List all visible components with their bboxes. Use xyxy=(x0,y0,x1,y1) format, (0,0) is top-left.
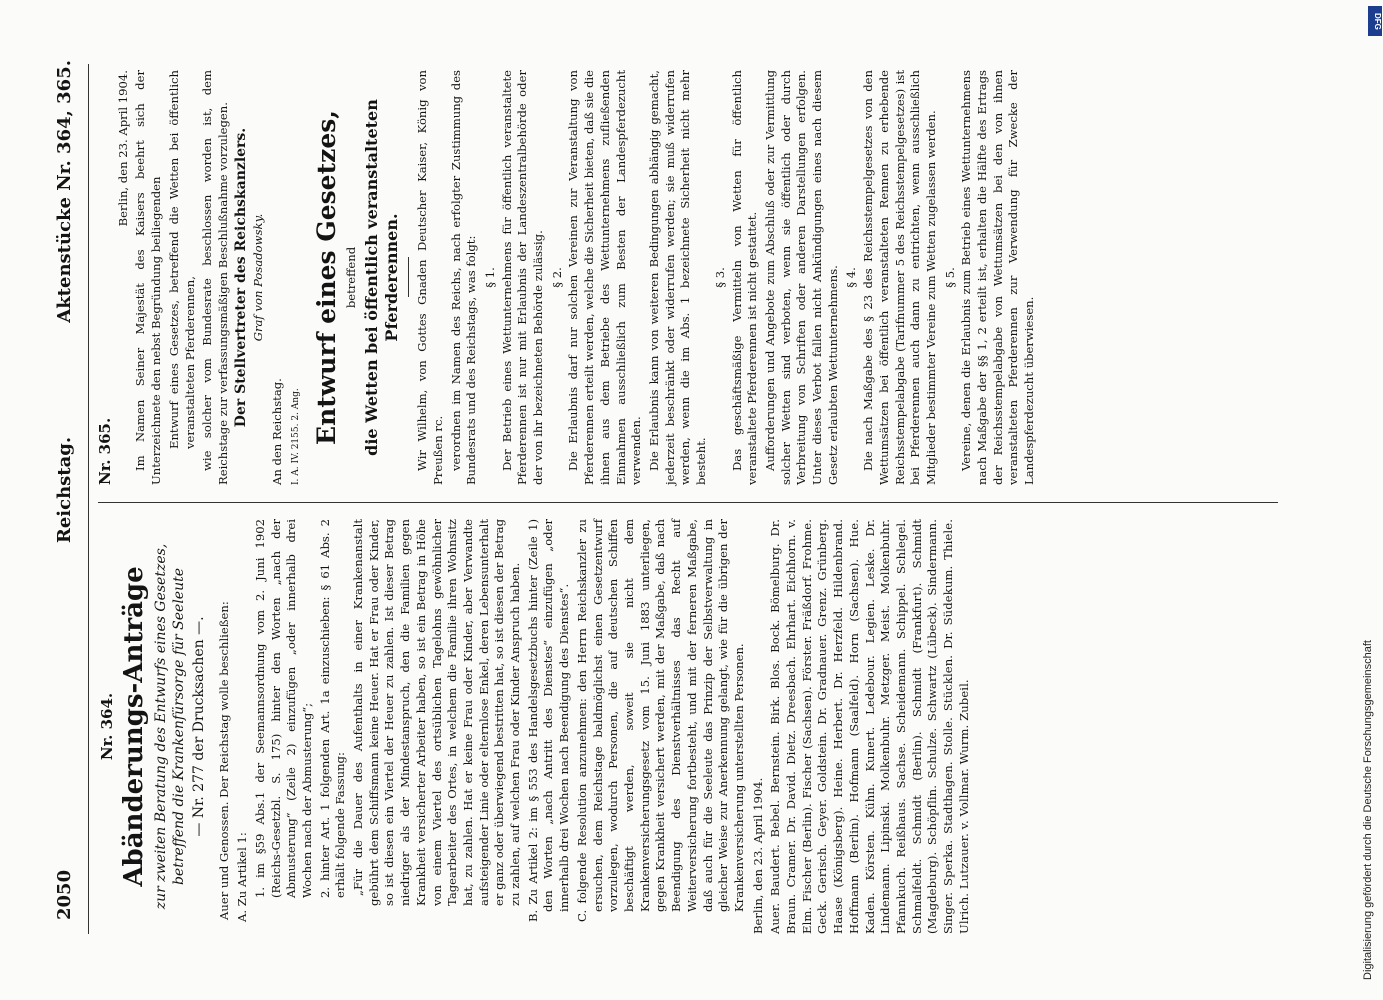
section-a1: 1. im §59 Abs.1 der Seemannsordnung vom 2. Juni 1902 (Reichs-Gesetzbl. S. 175) hinter den Worten „nach der Abmusterung“ (Zeile 2) einzufügen „oder innerhalb drei Wochen nach der Abmusterung“; xyxy=(252,519,314,898)
dfg-logo: DFG xyxy=(1368,6,1382,36)
section-1-text: Der Betrieb eines Wettunternehmens für öffentlich veranstaltete Pferderennen ist nur mit Erlaubnis der Landeszentralbehörde oder der von ihr bezeichneten Behörde zulässig. xyxy=(499,70,546,485)
paragraph-2: wie solcher vom Bundesrate beschlossen worden ist, dem Reichstage zur verfassungsmäßigen Beschlußnahme vorzulegen. xyxy=(200,70,230,485)
verordnen: verordnen im Namen des Reichs, nach erfolgter Zustimmung des Bundesrats und des Reichstags, was folgt: xyxy=(448,70,479,485)
addressee: An den Reichstag. xyxy=(270,378,285,485)
section-2-heading: § 2. xyxy=(549,267,564,288)
section-5-text: Vereine, denen die Erlaubnis zum Betrieb eines Wettunternehmens nach Maßgabe der §§ 1, 2 erteilt ist, erhalten die Hälfte des Ertrags der Reichsstempelabgabe von Wettumsätzen bei den von ihnen veranstalteten Pferderennen zur Verwendung für Zwecke der Landespferdezucht überwiesen. xyxy=(959,70,1037,485)
date-364: Berlin, den 23. April 1904. xyxy=(750,777,765,934)
section-2-text-2: Die Erlaubnis kann von weiteren Bedingungen abhängig gemacht, jederzeit beschränkt oder widerrufen werden; sie muß widerrufen werden, wenn die im Abs. 1 bezeichnete Sicherheit nicht mehr besteht. xyxy=(646,70,709,485)
wir-wilhelm: Wir Wilhelm, von Gottes Gnaden Deutscher Kaiser, König von Preußen rc. xyxy=(415,70,445,485)
doc-number-364: Nr. 364. xyxy=(98,692,116,761)
header-center: Reichstag. xyxy=(54,436,75,544)
section-1-heading: § 1. xyxy=(482,267,497,288)
section-3-text-2: Aufforderungen und Angebote zum Abschluß oder zur Vermittlung solcher Wetten sind verboten, wenn sie öffentlich oder durch Verbreitung von Schriften oder anderen Darstellungen erfolgen. Unter dieses Verbot fallen nicht Ankündigungen eines nach diesem Gesetz erlaubten Wettunternehmens. xyxy=(762,70,840,485)
right-column xyxy=(98,70,1338,485)
subtitle-364: zur zweiten Beratung des Entwurfs eines Gesetzes, betreffend die Krankenfürsorge für Seeleute xyxy=(152,543,187,910)
digitization-text: Digitalisierung gefördert durch die Deutsche Forschungsgemeinschaft xyxy=(1362,640,1374,980)
quoted-text: „Für die Dauer des Aufenthalts in einer Krankenanstalt gebührt dem Schiffsmann keine Heuer. Hat er Frau oder Kinder, so ist diesen ein Viertel der Heuer zu zahlen. Ist dieser Betrag niedriger als der Mindestanspruch, den die Familien gegen Krankheit versicherter Arbeiter haben, so ist ein Betrag in Höhe von einem Viertel des ortsüblichen Tagelohns gewöhnlicher Tagearbeiter des Ortes, in welchem die Familie ihren Wohnsitz hat, zu zahlen. Hat er keine Frau oder Kinder, aber Verwandte aufsteigender Linie oder elternlose Enkel, deren Lebensunterhalt er ganz oder überwiegend bestritten hat, so ist diesen der Betrag zu zahlen, auf welchen Frau oder Kinder Anspruch haben. xyxy=(351,519,523,906)
betreffend: betreffend xyxy=(344,246,359,309)
dateline-365: Berlin, den 23. April 1904. xyxy=(115,70,130,227)
draft-title: Entwurf eines Gesetzes, xyxy=(312,109,342,446)
section-2-text: Die Erlaubnis darf nur solchen Vereinen zur Veranstaltung von Pferderennen erteilt werden, welche die Sicherheit bieten, daß sie die ihnen aus dem Betriebe des Wettunternehmens zufließenden Einnahmen ausschließlich zum Besten der Landespferdezucht verwenden. xyxy=(566,70,644,485)
paragraph-1: Im Namen Seiner Majestät des Kaisers beehrt sich der Unterzeichnete den nebst Begründung beiliegenden xyxy=(133,70,164,485)
page-number: 2050 xyxy=(54,869,75,920)
registry-number: I. A. IV. 2155. 2. Ang. xyxy=(290,388,301,485)
section-3-text: Das geschäftsmäßige Vermitteln von Wetten für öffentlich veranstaltete Pferderennen ist nicht gestattet. xyxy=(729,70,760,485)
section-5-heading: § 5. xyxy=(942,267,957,288)
section-a-heading: A. Zu Artikel 1: xyxy=(235,832,250,922)
section-c: C. folgende Resolution anzunehmen: den Herrn Reichskanzler zu ersuchen, dem Reichstage baldmöglichst einen Gesetzentwurf vorzulegen, wodurch Personen, die auf deutschen Schiffen beschäftigt werden, soweit sie nicht dem Krankenversicherungsgesetz vom 15. Juni 1883 unterliegen, gegen Krankheit versichert werden, mit der Maßgabe, daß nach Beendigung des Dienstverhältnisses das Recht auf Weiterversicherung fortbesteht, und mit der ferneren Maßgabe, daß auch für die Seeleute das Prinzip der Selbstverwaltung in gleicher Weise zur Anerkennung gelangt, wie für die übrigen der Krankenversicherung unterstellten Personen. xyxy=(574,519,746,922)
left-column xyxy=(98,519,1338,934)
graf-signature: Graf von Posadowsky. xyxy=(251,213,266,342)
draft-subject: die Wetten bei öffentlich veranstalteten Pferderennen. xyxy=(362,99,402,456)
digitization-note xyxy=(1362,10,1382,980)
signatories: Auer. Baudert. Bebel. Bernstein. Birk. Blos. Bock. Bömelburg. Dr. Braun. Cramer. Dr. David. Dietz. Dreesbach. Ehrhart. Eichhorn. v. Elm. Fischer (Berlin). Fischer (Sachsen). Förster. Fräßdorf. Frohme. Geck. Gerisch. Geyer. Goldstein. Dr. Gradnauer. Grenz. Grünberg. Haase (Königsberg). Heine. Herbert. Dr. Herzfeld. Hildenbrand. Hoffmann (Berlin). Hofmann (Saalfeld). Horn (Sachsen). Hue. Kaden. Körsten. Kühn. Kunert. Ledebour. Legien. Leske. Dr. Lindemann. Lipinski. Molkenbuhr. Metzger. Meist. Molkenbuhr. Pfannkuch. Reißhaus. Sachse. Scheidemann. Schippel. Schlegel. Schmalfeldt. Schmidt (Berlin). Schmidt (Frankfurt). Schmidt (Magdeburg). Schöpflin. Schulze. Schwartz (Lübeck). Sindermann. Singer. Sperka. Stadthagen. Stolle. Stücklen. Dr. Südekum. Thiele. Ulrich. Lutzauer. v. Vollmar. Wurm. Zubeil. xyxy=(768,519,971,934)
short-rule xyxy=(408,258,409,298)
section-4-text: Die nach Maßgabe des § 23 des Reichsstempelgesetzes von den Wettumsätzen bei öffentlich veranstalteten Rennen zu erhebende Reichsstempelabgabe (Tarifnummer 5 des Reichsstempelgesetzes) ist bei Pferderennen auch dann zu entrichten, wenn ausschließlich Mitglieder bestimmter Vereine zum Wetten zugelassen werden. xyxy=(861,70,938,485)
column-rule xyxy=(98,502,1278,503)
section-4-heading: § 4. xyxy=(844,267,859,288)
section-b: B. Zu Artikel 2: im § 553 des Handelsgesetzbuchs hinter (Zeile 1) den Worten „nach Antritt des Dienstes“ einzufügen „oder innerhalb drei Wochen nach Beendigung des Dienstes“. xyxy=(525,519,572,922)
header-rule xyxy=(88,64,89,934)
paragraph-1b: Entwurf eines Gesetzes, betreffend die Wetten bei öffentlich veranstalteten Pferderennen, xyxy=(166,70,197,449)
title-364: Abänderungs-Anträge xyxy=(118,566,149,887)
header-right: Aktenstücke Nr. 364, 365. xyxy=(54,60,75,323)
section-a2: 2. hinter Art. 1 folgenden Art. 1a einzuschieben: § 61 Abs. 2 erhält folgende Fassung: xyxy=(317,519,348,898)
section-3-heading: § 3. xyxy=(712,267,727,288)
doc-number-365: Nr. 365. xyxy=(96,417,114,485)
intro-paragraph: Auer und Genossen. Der Reichstag wolle beschließen: xyxy=(217,601,232,920)
stellvertreter: Der Stellvertreter des Reichskanzlers. xyxy=(232,127,249,428)
reference-364: — Nr. 277 der Drucksachen —. xyxy=(190,616,207,837)
running-header xyxy=(54,60,86,920)
